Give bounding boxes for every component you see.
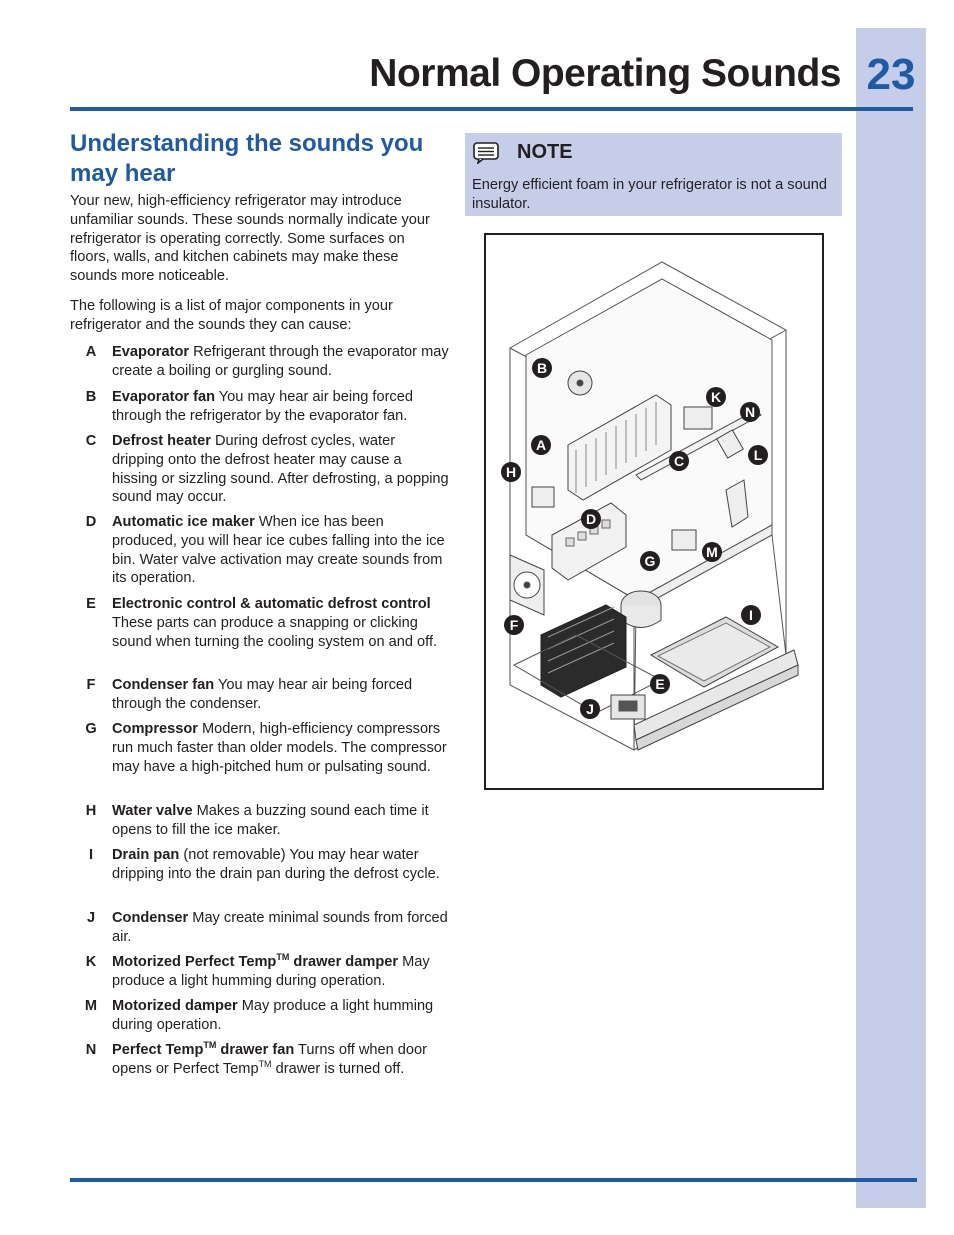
trademark-mark: TM <box>203 1040 217 1051</box>
item-description: Modern, high-efficiency compressors run much faster than older models. The compressor may have a high-pitched hum or pulsating sound. <box>112 721 447 775</box>
item-letter: E <box>86 596 96 612</box>
item-letter: M <box>84 998 98 1014</box>
note-box <box>465 133 842 216</box>
callout-label: C <box>673 453 685 469</box>
callout-c <box>669 451 689 471</box>
item-name: Compressor <box>112 721 198 737</box>
component-item-k <box>80 953 450 991</box>
callout-label: G <box>644 553 656 569</box>
item-description: May produce a light humming during operation. <box>112 998 434 1033</box>
component-item-i <box>80 846 450 884</box>
item-description: When ice has been produced, you will hear ice cubes falling into the ice bin. Water valve activation may create sounds from its operation. <box>112 514 445 587</box>
item-description: May create minimal sounds from forced air. <box>112 910 448 945</box>
callout-g <box>640 551 660 571</box>
callout-label: D <box>585 511 597 527</box>
callout-label: H <box>505 464 517 480</box>
callout-f <box>504 615 524 635</box>
component-item-g <box>80 720 450 776</box>
callout-b <box>532 358 552 378</box>
item-letter: J <box>86 910 96 926</box>
item-name: Defrost heater <box>112 433 211 449</box>
item-letter: N <box>85 1042 97 1058</box>
item-description: (not removable) You may hear water dripping into the drain pan during the defrost cycle. <box>112 847 440 882</box>
note-title: NOTE <box>517 141 573 163</box>
item-name-suffix: drawer damper <box>289 954 399 970</box>
callout-label: M <box>706 544 718 560</box>
component-item-f <box>80 676 450 714</box>
refrigerator-components-diagram <box>484 233 824 790</box>
item-name: Electronic control & automatic defrost control <box>112 596 431 612</box>
component-item-m <box>80 997 450 1035</box>
item-description: You may hear air being forced through the condenser. <box>112 677 413 712</box>
footer-rule <box>70 1178 917 1182</box>
component-item-n <box>80 1041 450 1079</box>
item-letter: D <box>85 514 97 530</box>
trademark-mark: TM <box>258 1058 272 1069</box>
callout-h <box>501 462 521 482</box>
callout-label: B <box>536 360 548 376</box>
note-icon <box>473 142 499 164</box>
item-letter: B <box>85 389 97 405</box>
component-item-d <box>80 513 450 588</box>
callout-d <box>581 509 601 529</box>
item-name: Motorized damper <box>112 998 238 1014</box>
section-heading: Understanding the sounds you may hear <box>70 130 424 187</box>
item-name: Evaporator fan <box>112 389 215 405</box>
item-description: These parts can produce a snapping or clicking sound when turning the cooling system on and off. <box>112 614 438 650</box>
callout-e <box>650 674 670 694</box>
item-name <box>112 954 398 970</box>
item-name: Water valve <box>112 803 193 819</box>
component-item-b <box>80 388 450 426</box>
refrigerator-illustration <box>486 235 822 788</box>
item-name-text: Motorized Perfect Temp <box>112 954 277 970</box>
item-name: Condenser fan <box>112 677 215 693</box>
list-intro-paragraph: The following is a list of major components in your refrigerator and the sounds they can cause: <box>70 298 393 333</box>
page-side-tab <box>856 28 926 1208</box>
note-text: Energy efficient foam in your refrigerator is not a sound insulator. <box>472 177 828 212</box>
component-item-e <box>80 595 450 651</box>
component-item-j <box>80 909 450 947</box>
callout-a <box>531 435 551 455</box>
callout-label: I <box>749 607 753 623</box>
callout-label: K <box>710 389 722 405</box>
item-description: Makes a buzzing sound each time it opens to fill the ice maker. <box>112 803 429 838</box>
item-name: Drain pan <box>112 847 180 863</box>
page-number: 23 <box>866 50 916 99</box>
item-name: Evaporator <box>112 344 190 360</box>
item-description: May produce a light humming during operation. <box>112 954 430 989</box>
callout-label: L <box>753 447 763 463</box>
trademark-mark: TM <box>276 952 290 963</box>
item-name: Automatic ice maker <box>112 514 255 530</box>
item-letter: K <box>85 954 97 970</box>
item-letter: H <box>85 803 97 819</box>
callout-label: J <box>586 701 594 717</box>
item-description: Refrigerant through the evaporator may create a boiling or gurgling sound. <box>112 344 449 379</box>
callout-label: N <box>744 404 756 420</box>
header-rule <box>70 107 913 111</box>
intro-paragraph: Your new, high-efficiency refrigerator may introduce unfamiliar sounds. These sounds normally indicate your refrigerator is operating correctly. Some surfaces on floors, walls, and kitchen cabinets may make these sounds more noticeable. <box>70 193 430 285</box>
item-letter: A <box>85 344 97 360</box>
callout-label: F <box>509 617 519 633</box>
callout-n <box>740 402 760 422</box>
item-name-suffix: drawer fan <box>216 1042 295 1058</box>
item-letter: C <box>85 433 97 449</box>
callout-j <box>580 699 600 719</box>
item-name <box>112 1042 294 1058</box>
item-letter: I <box>88 847 94 863</box>
item-description-suffix: drawer is turned off. <box>271 1060 405 1077</box>
item-description: You may hear air being forced through the refrigerator by the evaporator fan. <box>112 389 413 424</box>
item-description: During defrost cycles, water dripping onto the defrost heater may cause a hissing or sizzling sound. After defrosting, a popping sound may occur. <box>112 433 449 506</box>
item-description-text: Turns off when door opens or Perfect Temp <box>112 1042 428 1077</box>
callout-l <box>748 445 768 465</box>
callout-m <box>702 542 722 562</box>
callout-label: A <box>535 437 547 453</box>
item-name-text: Perfect Temp <box>112 1042 204 1058</box>
item-letter: G <box>85 721 97 737</box>
item-letter: F <box>86 677 96 693</box>
page-title: Normal Operating Sounds <box>369 52 841 95</box>
component-item-c <box>80 432 450 507</box>
callout-i <box>741 605 761 625</box>
component-item-a <box>80 343 450 381</box>
component-item-h <box>80 802 450 840</box>
callout-label: E <box>655 676 665 692</box>
callout-k <box>706 387 726 407</box>
item-name: Condenser <box>112 910 189 926</box>
